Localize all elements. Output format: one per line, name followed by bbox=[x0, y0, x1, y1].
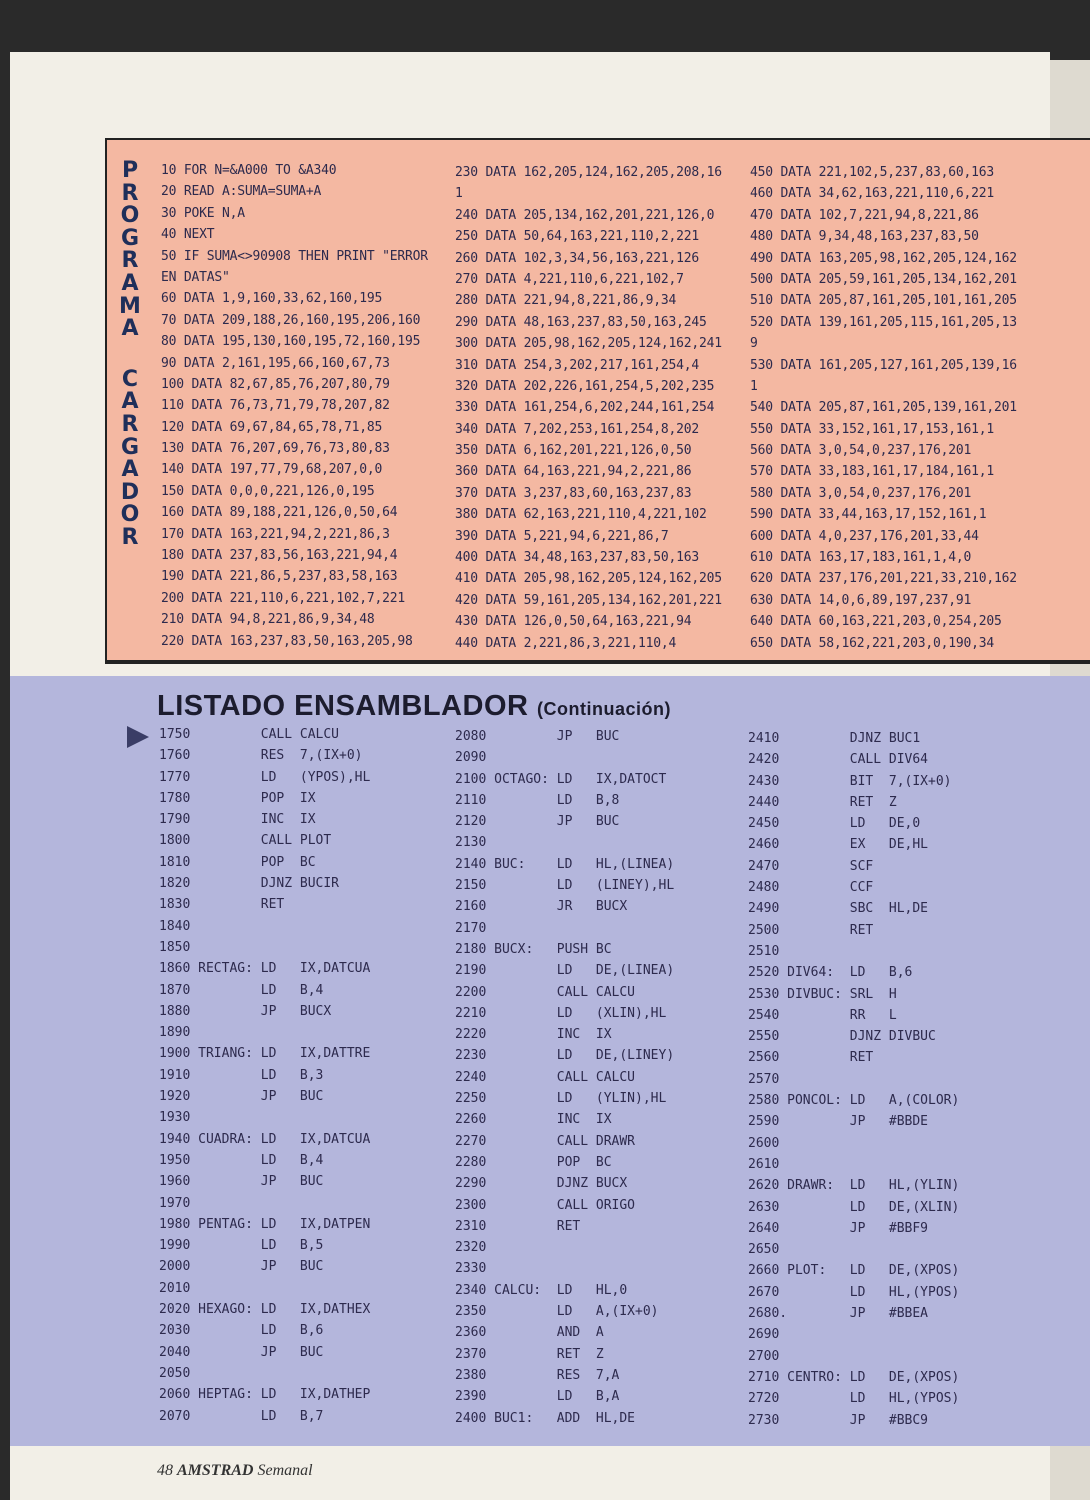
title-letter: R bbox=[121, 411, 139, 437]
basic-line: 170 DATA 163,221,94,2,221,86,3 bbox=[161, 526, 390, 542]
asm-line: 2180 BUCX: PUSH BC bbox=[455, 941, 612, 957]
asm-line: 1960 JP BUC bbox=[159, 1174, 324, 1190]
asm-line: 2560 RET bbox=[748, 1050, 874, 1066]
asm-line: 1940 CUADRA: LD IX,DATCUA bbox=[159, 1131, 371, 1147]
asm-line: 2190 LD DE,(LINEA) bbox=[455, 963, 675, 979]
title-letter: R bbox=[121, 248, 139, 274]
title-letter: A bbox=[121, 316, 139, 342]
title-letter: M bbox=[119, 293, 141, 319]
ensamblador-title: LISTADO ENSAMBLADOR bbox=[157, 690, 529, 722]
asm-line: 2550 DJNZ DIVBUC bbox=[748, 1029, 936, 1045]
basic-line: 100 DATA 82,67,85,76,207,80,79 bbox=[161, 376, 390, 392]
basic-line: 70 DATA 209,188,26,160,195,206,160 bbox=[161, 312, 421, 328]
basic-line: 510 DATA 205,87,161,205,101,161,205 bbox=[750, 293, 1017, 309]
asm-line: 1890 bbox=[159, 1025, 191, 1041]
asm-line: 1750 CALL CALCU bbox=[159, 727, 340, 742]
asm-line: 2730 JP #BBC9 bbox=[748, 1412, 929, 1428]
title-letter: C bbox=[121, 366, 139, 392]
asm-line: 1880 JP BUCX bbox=[159, 1003, 332, 1019]
asm-line: 1790 INC IX bbox=[159, 812, 316, 828]
asm-line: 1800 CALL PLOT bbox=[159, 833, 332, 849]
basic-line: 160 DATA 89,188,221,126,0,50,64 bbox=[161, 505, 398, 521]
basic-line: 600 DATA 4,0,237,176,201,33,44 bbox=[750, 528, 979, 544]
basic-line: 630 DATA 14,0,6,89,197,237,91 bbox=[750, 592, 972, 608]
asm-line: 2490 SBC HL,DE bbox=[748, 901, 929, 917]
magazine-name: AMSTRAD bbox=[177, 1462, 254, 1479]
asm-line: 1810 POP BC bbox=[159, 854, 316, 870]
basic-line: 210 DATA 94,8,221,86,9,34,48 bbox=[161, 612, 375, 628]
asm-line: 2270 CALL DRAWR bbox=[455, 1133, 636, 1149]
asm-line: 2320 bbox=[455, 1240, 487, 1256]
asm-line: 2640 JP #BBF9 bbox=[748, 1220, 929, 1236]
title-letter: R bbox=[121, 524, 139, 550]
asm-line: 2350 LD A,(IX+0) bbox=[455, 1304, 659, 1320]
basic-line: 40 NEXT bbox=[161, 227, 215, 243]
asm-line: 2020 HEXAGO: LD IX,DATHEX bbox=[159, 1302, 371, 1318]
basic-line: 650 DATA 58,162,221,203,0,190,34 bbox=[750, 635, 995, 651]
asm-line: 1860 RECTAG: LD IX,DATCUA bbox=[159, 961, 371, 977]
asm-line: 2170 bbox=[455, 920, 487, 936]
asm-line: 2420 CALL DIV64 bbox=[748, 752, 929, 768]
basic-line: 360 DATA 64,163,221,94,2,221,86 bbox=[455, 464, 692, 480]
asm-line: 2700 bbox=[748, 1348, 780, 1364]
asm-line: 2500 RET bbox=[748, 922, 874, 938]
asm-line: 1830 RET bbox=[159, 897, 285, 913]
basic-line: 1 bbox=[750, 378, 758, 394]
asm-line: 2060 HEPTAG: LD IX,DATHEP bbox=[159, 1387, 371, 1403]
basic-line: 620 DATA 237,176,201,221,33,210,162 bbox=[750, 571, 1017, 587]
title-letter: A bbox=[121, 389, 139, 415]
asm-line: 2580 PONCOL: LD A,(COLOR) bbox=[748, 1093, 960, 1109]
asm-line: 2440 RET Z bbox=[748, 794, 897, 810]
asm-line: 1900 TRIANG: LD IX,DATTRE bbox=[159, 1046, 371, 1062]
basic-line: 150 DATA 0,0,0,221,126,0,195 bbox=[161, 483, 375, 499]
cargador-column-3 bbox=[750, 162, 1017, 654]
asm-line: 2720 LD HL,(YPOS) bbox=[748, 1391, 960, 1407]
basic-line: 540 DATA 205,87,161,205,139,161,201 bbox=[750, 400, 1017, 416]
asm-line: 2400 BUC1: ADD HL,DE bbox=[455, 1410, 636, 1426]
basic-line: 10 FOR N=&A000 TO &A340 bbox=[161, 163, 337, 178]
asm-line: 2140 BUC: LD HL,(LINEA) bbox=[455, 856, 675, 872]
basic-line: 350 DATA 6,162,201,221,126,0,50 bbox=[455, 443, 692, 459]
asm-line: 2430 BIT 7,(IX+0) bbox=[748, 773, 952, 789]
title-letter: G bbox=[120, 225, 140, 251]
asm-line: 2480 CCF bbox=[748, 880, 874, 896]
title-letter: A bbox=[121, 270, 139, 296]
basic-line: 490 DATA 163,205,98,162,205,124,162 bbox=[750, 250, 1017, 266]
basic-line: 480 DATA 9,34,48,163,237,83,50 bbox=[750, 229, 979, 245]
basic-line: 310 DATA 254,3,202,217,161,254,4 bbox=[455, 357, 700, 373]
basic-line: 550 DATA 33,152,161,17,153,161,1 bbox=[750, 421, 995, 437]
asm-line: 1780 POP IX bbox=[159, 790, 316, 806]
basic-line: 280 DATA 221,94,8,221,86,9,34 bbox=[455, 293, 677, 309]
basic-line: 450 DATA 221,102,5,237,83,60,163 bbox=[750, 165, 995, 180]
basic-line: 140 DATA 197,77,79,68,207,0,0 bbox=[161, 462, 383, 478]
asm-line: 2390 LD B,A bbox=[455, 1389, 620, 1405]
basic-line: 120 DATA 69,67,84,65,78,71,85 bbox=[161, 419, 383, 435]
asm-line: 1920 JP BUC bbox=[159, 1089, 324, 1105]
title-letter: D bbox=[120, 479, 140, 505]
cargador-column-2 bbox=[455, 162, 722, 654]
asm-line: 2590 JP #BBDE bbox=[748, 1114, 929, 1130]
basic-line: 380 DATA 62,163,221,110,4,221,102 bbox=[455, 507, 707, 523]
basic-line: 300 DATA 205,98,162,205,124,162,241 bbox=[455, 336, 722, 352]
asm-line: 2530 DIVBUC: SRL H bbox=[748, 986, 897, 1002]
asm-line: 2210 LD (XLIN),HL bbox=[455, 1005, 667, 1021]
asm-line: 2310 RET bbox=[455, 1218, 581, 1234]
asm-line: 2250 LD (YLIN),HL bbox=[455, 1091, 667, 1107]
ensamblador-column-3 bbox=[748, 728, 959, 1431]
asm-line: 2200 CALL CALCU bbox=[455, 984, 636, 1000]
asm-line: 2090 bbox=[455, 750, 487, 766]
asm-line: 2240 CALL CALCU bbox=[455, 1069, 636, 1085]
arrow-marker-icon bbox=[127, 726, 149, 748]
asm-line: 2370 RET Z bbox=[455, 1346, 604, 1362]
basic-line: 30 POKE N,A bbox=[161, 205, 245, 221]
basic-line: 400 DATA 34,48,163,237,83,50,163 bbox=[455, 550, 700, 566]
basic-line: 230 DATA 162,205,124,162,205,208,16 bbox=[455, 165, 722, 180]
basic-line: 190 DATA 221,86,5,237,83,58,163 bbox=[161, 569, 398, 585]
ensamblador-subtitle: (Continuación) bbox=[537, 699, 671, 719]
basic-line: 330 DATA 161,254,6,202,244,161,254 bbox=[455, 400, 715, 416]
basic-line: 260 DATA 102,3,34,56,163,221,126 bbox=[455, 250, 700, 266]
asm-line: 2680. JP #BBEA bbox=[748, 1306, 929, 1322]
basic-line: 1 bbox=[455, 186, 463, 202]
asm-line: 2520 DIV64: LD B,6 bbox=[748, 965, 913, 981]
basic-line: 9 bbox=[750, 336, 758, 352]
asm-line: 1760 RES 7,(IX+0) bbox=[159, 748, 363, 764]
basic-line: 250 DATA 50,64,163,221,110,2,221 bbox=[455, 229, 700, 245]
basic-line: 80 DATA 195,130,160,195,72,160,195 bbox=[161, 334, 421, 350]
basic-line: 20 READ A:SUMA=SUMA+A bbox=[161, 184, 322, 200]
magazine-edition: Semanal bbox=[257, 1462, 313, 1479]
asm-line: 2460 EX DE,HL bbox=[748, 837, 929, 853]
asm-line: 1870 LD B,4 bbox=[159, 982, 324, 998]
basic-line: 200 DATA 221,110,6,221,102,7,221 bbox=[161, 590, 406, 606]
title-gap bbox=[118, 341, 142, 369]
asm-line: 2340 CALCU: LD HL,0 bbox=[455, 1282, 628, 1298]
asm-line: 2410 DJNZ BUC1 bbox=[748, 731, 921, 746]
basic-line: 180 DATA 237,83,56,163,221,94,4 bbox=[161, 548, 398, 564]
asm-line: 2230 LD DE,(LINEY) bbox=[455, 1048, 675, 1064]
basic-line: 390 DATA 5,221,94,6,221,86,7 bbox=[455, 528, 669, 544]
asm-line: 2450 LD DE,0 bbox=[748, 816, 921, 832]
basic-line: 240 DATA 205,134,162,201,221,126,0 bbox=[455, 207, 715, 223]
asm-line: 2030 LD B,6 bbox=[159, 1323, 324, 1339]
asm-line: 2260 INC IX bbox=[455, 1112, 612, 1128]
basic-line: 220 DATA 163,237,83,50,163,205,98 bbox=[161, 633, 413, 649]
basic-line: 290 DATA 48,163,237,83,50,163,245 bbox=[455, 314, 707, 330]
basic-line: 50 IF SUMA<>90908 THEN PRINT "ERROR bbox=[161, 248, 428, 264]
asm-line: 2100 OCTAGO: LD IX,DATOCT bbox=[455, 771, 667, 787]
asm-line: 2000 JP BUC bbox=[159, 1259, 324, 1275]
basic-line: 410 DATA 205,98,162,205,124,162,205 bbox=[455, 571, 722, 587]
cargador-column-1 bbox=[161, 160, 428, 652]
asm-line: 1910 LD B,3 bbox=[159, 1067, 324, 1083]
asm-line: 2620 DRAWR: LD HL,(YLIN) bbox=[748, 1178, 960, 1194]
asm-line: 1850 bbox=[159, 939, 191, 955]
basic-line: 90 DATA 2,161,195,66,160,67,73 bbox=[161, 355, 390, 371]
basic-line: 560 DATA 3,0,54,0,237,176,201 bbox=[750, 443, 972, 459]
asm-line: 1980 PENTAG: LD IX,DATPEN bbox=[159, 1216, 371, 1232]
asm-line: 2120 JP BUC bbox=[455, 814, 620, 830]
basic-line: 580 DATA 3,0,54,0,237,176,201 bbox=[750, 485, 972, 501]
basic-line: EN DATAS" bbox=[161, 269, 230, 285]
asm-line: 2600 bbox=[748, 1135, 780, 1151]
asm-line: 2630 LD DE,(XLIN) bbox=[748, 1199, 960, 1215]
asm-line: 1820 DJNZ BUCIR bbox=[159, 876, 340, 892]
asm-line: 2290 DJNZ BUCX bbox=[455, 1176, 628, 1192]
page-number: 48 bbox=[157, 1462, 173, 1479]
basic-line: 520 DATA 139,161,205,115,161,205,13 bbox=[750, 314, 1017, 330]
basic-line: 110 DATA 76,73,71,79,78,207,82 bbox=[161, 398, 390, 414]
title-letter: G bbox=[120, 434, 140, 460]
asm-line: 2510 bbox=[748, 943, 780, 959]
basic-line: 430 DATA 126,0,50,64,163,221,94 bbox=[455, 614, 692, 630]
basic-line: 130 DATA 76,207,69,76,73,80,83 bbox=[161, 441, 390, 457]
asm-line: 2380 RES 7,A bbox=[455, 1367, 620, 1383]
basic-line: 440 DATA 2,221,86,3,221,110,4 bbox=[455, 635, 677, 651]
ensamblador-column-2 bbox=[455, 726, 674, 1429]
asm-line: 2330 bbox=[455, 1261, 487, 1277]
asm-line: 1930 bbox=[159, 1110, 191, 1126]
basic-line: 370 DATA 3,237,83,60,163,237,83 bbox=[455, 485, 692, 501]
basic-line: 270 DATA 4,221,110,6,221,102,7 bbox=[455, 271, 684, 287]
asm-line: 2360 AND A bbox=[455, 1325, 604, 1341]
programa-cargador-title bbox=[118, 160, 142, 550]
asm-line: 2280 POP BC bbox=[455, 1154, 612, 1170]
asm-line: 2570 bbox=[748, 1071, 780, 1087]
basic-line: 340 DATA 7,202,253,161,254,8,202 bbox=[455, 421, 700, 437]
basic-line: 500 DATA 205,59,161,205,134,162,201 bbox=[750, 271, 1017, 287]
basic-line: 420 DATA 59,161,205,134,162,201,221 bbox=[455, 592, 722, 608]
asm-line: 2540 RR L bbox=[748, 1007, 897, 1023]
asm-line: 2610 bbox=[748, 1156, 780, 1172]
title-letter: R bbox=[121, 180, 139, 206]
asm-line: 2080 JP BUC bbox=[455, 729, 620, 744]
asm-line: 2160 JR BUCX bbox=[455, 899, 628, 915]
asm-line: 2670 LD HL,(YPOS) bbox=[748, 1284, 960, 1300]
asm-line: 2710 CENTRO: LD DE,(XPOS) bbox=[748, 1369, 960, 1385]
asm-line: 2650 bbox=[748, 1242, 780, 1258]
asm-line: 2010 bbox=[159, 1280, 191, 1296]
title-letter: O bbox=[120, 502, 140, 528]
title-letter: A bbox=[121, 457, 139, 483]
basic-line: 640 DATA 60,163,221,203,0,254,205 bbox=[750, 614, 1002, 630]
basic-line: 590 DATA 33,44,163,17,152,161,1 bbox=[750, 507, 987, 523]
asm-line: 2690 bbox=[748, 1327, 780, 1343]
basic-line: 320 DATA 202,226,161,254,5,202,235 bbox=[455, 378, 715, 394]
asm-line: 1770 LD (YPOS),HL bbox=[159, 769, 371, 785]
basic-line: 610 DATA 163,17,183,161,1,4,0 bbox=[750, 550, 972, 566]
basic-line: 460 DATA 34,62,163,221,110,6,221 bbox=[750, 186, 995, 202]
asm-line: 1970 bbox=[159, 1195, 191, 1211]
asm-line: 2040 JP BUC bbox=[159, 1344, 324, 1360]
basic-line: 570 DATA 33,183,161,17,184,161,1 bbox=[750, 464, 995, 480]
ensamblador-column-1 bbox=[159, 724, 370, 1427]
asm-line: 2110 LD B,8 bbox=[455, 792, 620, 808]
asm-line: 2300 CALL ORIGO bbox=[455, 1197, 636, 1213]
asm-line: 1840 bbox=[159, 918, 191, 934]
basic-line: 60 DATA 1,9,160,33,62,160,195 bbox=[161, 291, 383, 307]
basic-line: 470 DATA 102,7,221,94,8,221,86 bbox=[750, 207, 979, 223]
page-footer bbox=[157, 1462, 313, 1480]
asm-line: 2050 bbox=[159, 1365, 191, 1381]
asm-line: 1990 LD B,5 bbox=[159, 1238, 324, 1254]
basic-line: 530 DATA 161,205,127,161,205,139,16 bbox=[750, 357, 1017, 373]
ensamblador-heading bbox=[157, 690, 671, 723]
title-letter: P bbox=[121, 158, 139, 183]
asm-line: 2220 INC IX bbox=[455, 1027, 612, 1043]
asm-line: 2470 SCF bbox=[748, 858, 874, 874]
asm-line: 2070 LD B,7 bbox=[159, 1408, 324, 1424]
asm-line: 2130 bbox=[455, 835, 487, 851]
asm-line: 1950 LD B,4 bbox=[159, 1152, 324, 1168]
asm-line: 2150 LD (LINEY),HL bbox=[455, 878, 675, 894]
title-letter: O bbox=[120, 203, 140, 229]
asm-line: 2660 PLOT: LD DE,(XPOS) bbox=[748, 1263, 960, 1279]
